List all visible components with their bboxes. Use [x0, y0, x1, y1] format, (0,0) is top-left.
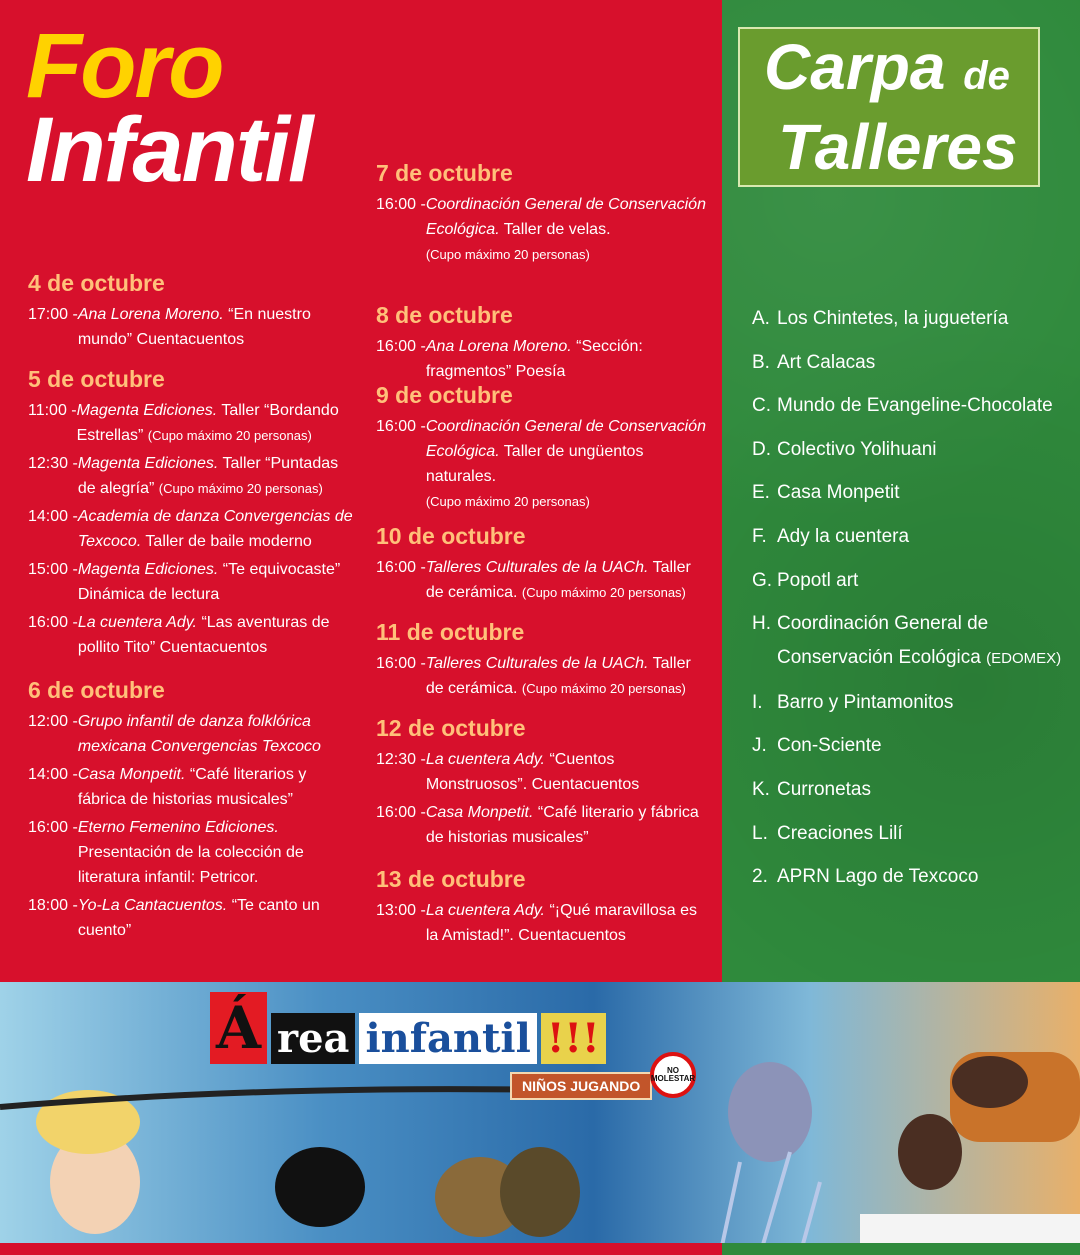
event-description: Taller de cerámica. [425, 558, 691, 601]
day-block [376, 382, 706, 517]
event-capacity-note: (Cupo máximo 20 personas) [147, 427, 312, 443]
event-time: 11:00 - [28, 401, 77, 419]
taller-name-text: Coordinación General de Conservación Ecológica [777, 613, 989, 669]
event-time: 16:00 - [376, 417, 426, 435]
carpa-title-line2: Talleres [778, 111, 1018, 183]
title-part: rea [271, 1013, 355, 1064]
taller-name-text: Ady la cuentera [777, 525, 910, 547]
event-body [78, 451, 353, 501]
event-organizer: Coordinación General de Conservación Ecológica. [425, 195, 706, 238]
day-date: 5 de octubre [28, 366, 165, 392]
event-row [28, 893, 353, 943]
taller-name-suffix: (EDOMEX) [986, 650, 1062, 668]
day-block [376, 160, 706, 270]
taller-name-text: APRN Lago de Texcoco [777, 866, 979, 888]
taller-letter: H. [752, 613, 771, 635]
taller-name [777, 302, 1072, 336]
event-time: 17:00 - [28, 305, 78, 323]
day-block [376, 619, 706, 704]
event-row [376, 555, 706, 605]
taller-letter: D. [752, 438, 771, 460]
day-block [28, 270, 353, 355]
event-description: Taller de ungüentos naturales. [425, 442, 644, 485]
event-organizer: Casa Monpetit. [77, 765, 186, 783]
event-capacity-note: (Cupo máximo 20 personas) [521, 680, 686, 696]
carpa-title-box [738, 27, 1040, 187]
day-date: 8 de octubre [376, 302, 513, 328]
piano-keys [860, 1214, 1080, 1244]
taller-name [777, 773, 1072, 807]
event-body [78, 709, 353, 759]
event-description: Taller de velas. [499, 220, 611, 238]
taller-letter: F. [752, 525, 767, 547]
day-date: 11 de octubre [376, 619, 525, 645]
girl-hair [275, 1147, 365, 1227]
taller-name [777, 686, 1072, 720]
taller-letter: B. [752, 351, 770, 373]
event-row [376, 898, 706, 948]
taller-name-text: Con-Sciente [777, 735, 882, 757]
event-time: 12:30 - [376, 750, 426, 768]
taller-name-text: Art Calacas [777, 351, 876, 373]
taller-item [752, 773, 1072, 807]
mouse-shape [952, 1056, 1028, 1108]
event-description: “Café literario y fábrica de historias musicales” [425, 803, 699, 846]
event-organizer: Talleres Culturales de la UACh. [425, 558, 649, 576]
event-organizer: Magenta Ediciones. [76, 401, 218, 419]
event-organizer: Magenta Ediciones. [77, 454, 219, 472]
event-time: 12:30 - [28, 454, 78, 472]
event-row [28, 398, 353, 448]
event-row [376, 651, 706, 701]
day-date: 4 de octubre [28, 270, 165, 296]
taller-letter: A. [752, 308, 770, 329]
taller-name [777, 520, 1072, 554]
event-description: “Te equivocaste” Dinámica de lectura [77, 560, 341, 603]
event-row [376, 747, 706, 797]
event-time: 16:00 - [28, 818, 78, 836]
event-description: Taller “Puntadas de alegría” [77, 454, 339, 497]
event-organizer: Ana Lorena Moreno. [77, 305, 224, 323]
event-organizer: Grupo infantil de danza folklórica mexicana Convergencias Texcoco [77, 712, 321, 755]
taller-item [752, 817, 1072, 851]
title-part: Á [210, 992, 267, 1064]
event-row [28, 709, 353, 759]
day-block [376, 302, 706, 387]
event-description: “Te canto un cuento” [77, 896, 320, 939]
event-time: 15:00 - [28, 560, 78, 578]
bottom-strip-red [0, 1243, 722, 1255]
event-body [78, 610, 353, 660]
event-organizer: Coordinación General de Conservación Ecológica. [425, 417, 706, 460]
bottom-strip-green [722, 1243, 1080, 1255]
taller-item [752, 564, 1072, 598]
event-capacity-note: (Cupo máximo 20 personas) [425, 493, 590, 509]
event-organizer: Ana Lorena Moreno. [425, 337, 572, 355]
event-description: Taller de baile moderno [141, 532, 312, 550]
event-body [426, 651, 706, 701]
taller-letter: L. [752, 822, 768, 844]
event-time: 16:00 - [28, 613, 78, 631]
event-body [78, 893, 353, 943]
taller-item [752, 607, 1072, 676]
event-row [28, 557, 353, 607]
event-row [376, 800, 706, 850]
day-block [28, 366, 353, 663]
event-row [376, 192, 706, 267]
taller-name [777, 433, 1072, 467]
taller-item [752, 520, 1072, 554]
event-body [426, 192, 706, 267]
taller-letter: 2. [752, 866, 768, 888]
day-date: 9 de octubre [376, 382, 513, 408]
event-capacity-note: (Cupo máximo 20 personas) [425, 246, 590, 262]
event-time: 14:00 - [28, 765, 78, 783]
taller-item [752, 729, 1072, 763]
taller-item [752, 302, 1072, 336]
event-row [376, 334, 706, 384]
day-date: 12 de octubre [376, 715, 526, 741]
taller-item [752, 389, 1072, 423]
event-organizer: Eterno Femenino Ediciones. [77, 818, 279, 836]
day-block [376, 523, 706, 608]
carpa-word: Carpa [764, 31, 946, 103]
event-time: 18:00 - [28, 896, 78, 914]
event-row [28, 504, 353, 554]
taller-letter: K. [752, 778, 770, 800]
taller-item [752, 433, 1072, 467]
event-body [426, 747, 706, 797]
event-body [426, 414, 706, 514]
event-description: “Las aventuras de pollito Tito” Cuentacuentos [77, 613, 330, 656]
taller-name [777, 817, 1072, 851]
plant-stems [720, 1152, 820, 1255]
day-block [376, 715, 706, 853]
day-block [28, 677, 353, 946]
event-time: 16:00 - [376, 337, 426, 355]
event-body [78, 302, 353, 352]
no-molestar-sign: NO MOLESTAR [650, 1052, 696, 1098]
event-body [77, 398, 353, 448]
title-foro: Foro [26, 15, 223, 117]
monster-shape [500, 1147, 580, 1237]
event-row [28, 302, 353, 352]
carpa-de: de [963, 54, 1010, 98]
event-time: 16:00 - [376, 558, 426, 576]
event-body [78, 504, 353, 554]
day-date: 7 de octubre [376, 160, 513, 186]
day-block [376, 866, 706, 951]
carpa-title-line1 [764, 31, 1010, 103]
taller-name [777, 389, 1072, 423]
event-row [28, 815, 353, 890]
area-infantil-banner [0, 982, 1080, 1255]
event-organizer: Casa Monpetit. [425, 803, 534, 821]
taller-name-text: Popotl art [777, 569, 859, 591]
ninos-jugando-sign: NIÑOS JUGANDO [510, 1072, 652, 1100]
event-organizer: La cuentera Ady. [77, 613, 197, 631]
taller-item [752, 476, 1072, 510]
taller-letter: I. [752, 691, 763, 713]
event-description: Taller de cerámica. [425, 654, 691, 697]
event-description: “En nuestro mundo” Cuentacuentos [77, 305, 311, 348]
event-description: “Cuentos Monstruosos”. Cuentacuentos [425, 750, 640, 793]
event-time: 13:00 - [376, 901, 426, 919]
event-body [426, 898, 706, 948]
day-date: 10 de octubre [376, 523, 526, 549]
taller-letter: E. [752, 482, 770, 504]
event-organizer: Academia de danza Convergencias de Texcoco. [77, 507, 353, 550]
event-time: 16:00 - [376, 654, 426, 672]
event-time: 12:00 - [28, 712, 78, 730]
event-row [28, 451, 353, 501]
event-row [28, 610, 353, 660]
taller-name-text: Creaciones Lilí [777, 822, 903, 844]
taller-name [777, 729, 1072, 763]
talleres-list [752, 302, 1072, 904]
taller-name-text: Curronetas [777, 778, 871, 800]
event-time: 16:00 - [376, 195, 426, 213]
event-body [426, 334, 706, 384]
area-infantil-title [210, 992, 606, 1064]
event-body [78, 815, 353, 890]
event-body [426, 800, 706, 850]
taller-name-text: Los Chintetes, la juguetería [777, 308, 1009, 329]
day-date: 13 de octubre [376, 866, 526, 892]
taller-name [777, 860, 1072, 894]
title-infantil: Infantil [26, 99, 312, 201]
event-organizer: La cuentera Ady. [425, 901, 545, 919]
taller-letter: C. [752, 395, 771, 417]
event-capacity-note: (Cupo máximo 20 personas) [158, 480, 323, 496]
taller-item [752, 346, 1072, 380]
event-description: Presentación de la colección de literatura infantil: Petricor. [77, 843, 304, 886]
taller-item [752, 860, 1072, 894]
taller-name [777, 607, 1072, 676]
event-organizer: Magenta Ediciones. [77, 560, 219, 578]
event-organizer: La cuentera Ady. [425, 750, 545, 768]
taller-name [777, 476, 1072, 510]
event-description: Taller “Bordando Estrellas” [76, 401, 339, 444]
taller-name [777, 564, 1072, 598]
taller-letter: G. [752, 569, 773, 591]
event-body [78, 557, 353, 607]
event-description: “Sección: fragmentos” Poesía [425, 337, 643, 380]
taller-name-text: Mundo de Evangeline-Chocolate [777, 395, 1053, 417]
event-time: 14:00 - [28, 507, 78, 525]
taller-name-text: Barro y Pintamonitos [777, 691, 954, 713]
mouse-shape [898, 1114, 962, 1190]
taller-name-text: Colectivo Yolihuani [777, 438, 937, 460]
event-capacity-note: (Cupo máximo 20 personas) [521, 584, 686, 600]
taller-name-text: Casa Monpetit [777, 482, 900, 504]
taller-item [752, 686, 1072, 720]
title-part: infantil [359, 1013, 536, 1064]
event-row [28, 762, 353, 812]
title-part: !!! [541, 1013, 606, 1064]
event-body [426, 555, 706, 605]
event-row [376, 414, 706, 514]
event-body [78, 762, 353, 812]
event-description: “Café literarios y fábrica de historias musicales” [77, 765, 307, 808]
taller-name [777, 346, 1072, 380]
event-description: “¡Qué maravillosa es la Amistad!”. Cuentacuentos [425, 901, 698, 944]
totoro-shape [728, 1062, 812, 1162]
event-time: 16:00 - [376, 803, 426, 821]
event-organizer: Talleres Culturales de la UACh. [425, 654, 649, 672]
taller-letter: J. [752, 735, 767, 757]
day-date: 6 de octubre [28, 677, 165, 703]
event-organizer: Yo-La Cantacuentos. [77, 896, 228, 914]
